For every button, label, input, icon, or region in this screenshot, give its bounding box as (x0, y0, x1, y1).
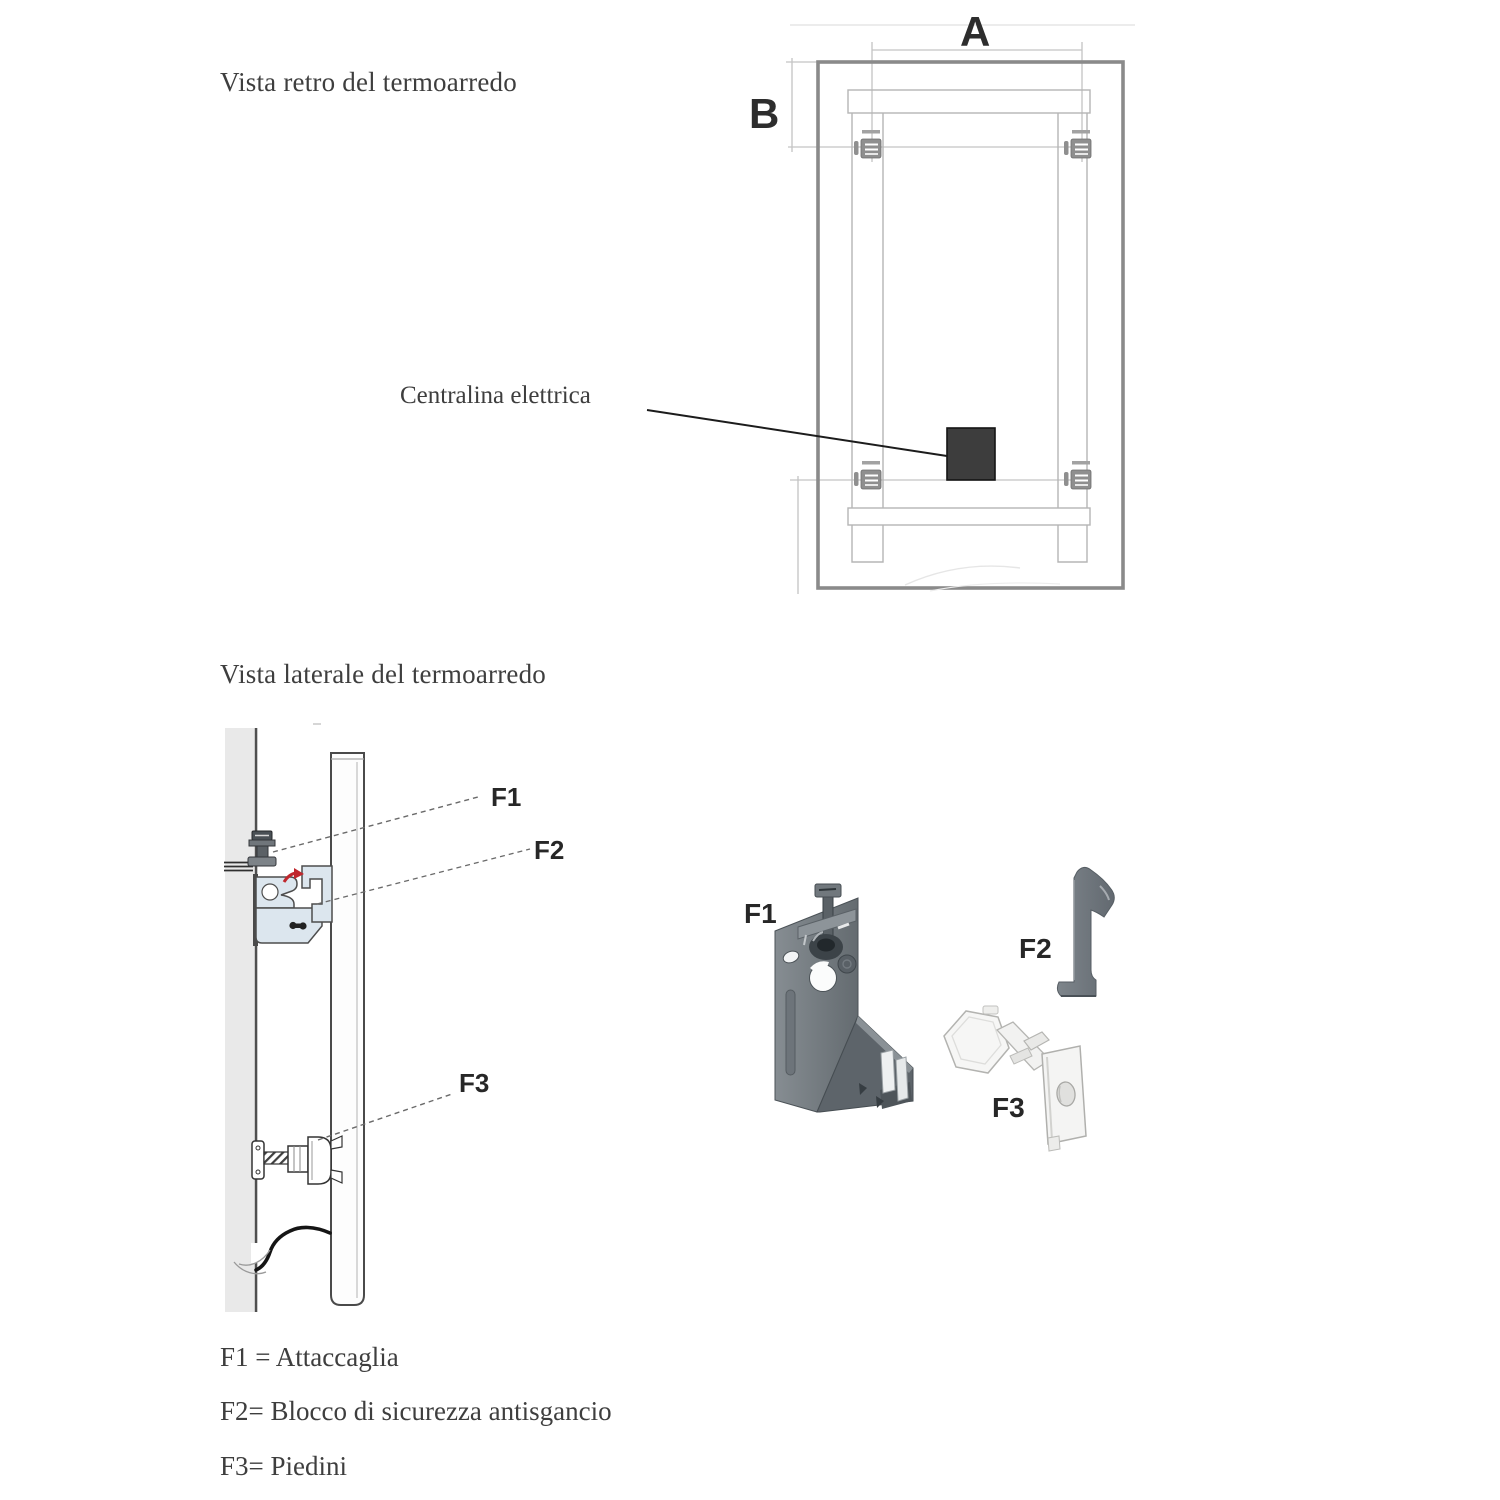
part-label-f2: F2 (1019, 933, 1052, 964)
rear-view-diagram (647, 25, 1135, 594)
control-unit-callout: Centralina elettrica (400, 382, 591, 409)
side-label-f3: F3 (459, 1068, 490, 1098)
control-unit-leader-line (647, 410, 947, 456)
side-view-title: Vista laterale del termoarredo (220, 659, 546, 689)
part-label-f3: F3 (992, 1092, 1025, 1123)
side-label-f2: F2 (534, 835, 565, 865)
control-unit-square (947, 428, 995, 480)
part-f2-3d (1057, 867, 1114, 996)
side-view-diagram (224, 724, 530, 1312)
foot-f3-side (252, 1136, 342, 1184)
legend-item-f2: F2= Blocco di sicurezza antisgancio (220, 1396, 612, 1426)
radiator-inner-frame (848, 90, 1090, 562)
wall (225, 728, 254, 1312)
dimension-lines (786, 42, 1090, 594)
side-label-f1: F1 (491, 782, 522, 812)
legend-item-f1: F1 = Attaccaglia (220, 1342, 399, 1372)
part-f3-3d (944, 1006, 1086, 1151)
part-f1-3d (775, 884, 913, 1112)
dimension-b-label: B (749, 90, 780, 137)
rear-view-title: Vista retro del termoarredo (220, 67, 517, 97)
legend-item-f3: F3= Piedini (220, 1451, 347, 1481)
dimension-a-label: A (960, 8, 991, 55)
leader-lines (273, 797, 530, 1140)
part-label-f1: F1 (744, 898, 777, 929)
